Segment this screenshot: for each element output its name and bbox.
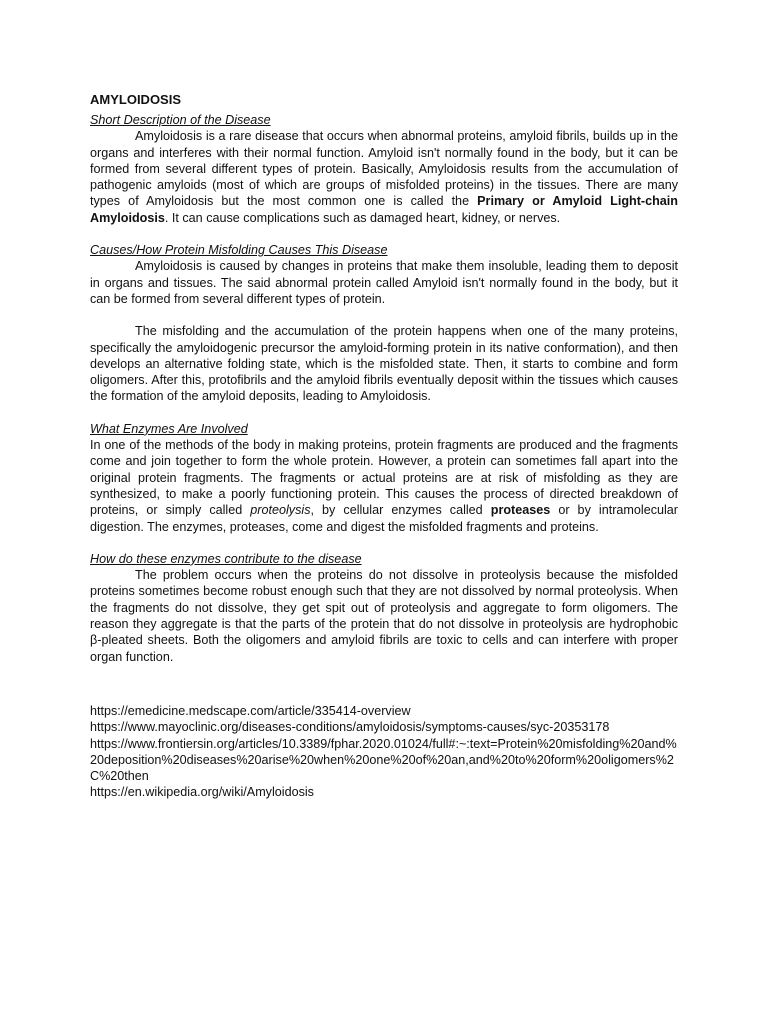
- paragraph-text: , by cellular enzymes called: [310, 503, 491, 518]
- reference-link[interactable]: https://emedicine.medscape.com/article/335414-overview: [90, 703, 411, 718]
- reference-link[interactable]: https://en.wikipedia.org/wiki/Amyloidosis: [90, 785, 314, 800]
- paragraph-enzymes: [90, 437, 678, 535]
- paragraph-causes-1: Amyloidosis is caused by changes in proteins that make them insoluble, leading them to deposit in organs and tissues. The said abnormal protein called Amyloid isn't normally found in the body, but it can be formed from several different types of protein.: [90, 259, 678, 306]
- paragraph-text: In one of the methods of the body in making proteins, protein fragments are produced and the fragments come and join together to form the whole protein. However, a protein can sometimes fall apart into the original protein fragments. The fragments or actual proteins are at risk of misfolding as they are synthesized, to make a poorly functioning protein. This causes the process of directed breakdown of proteins, or simply called: [90, 438, 678, 518]
- section-heading-contribute: How do these enzymes contribute to the disease: [90, 551, 362, 566]
- bold-term-primary-amyloidosis: Primary or Amyloid Light-chain Amyloidosis: [90, 194, 678, 225]
- section-heading-causes: Causes/How Protein Misfolding Causes This Disease: [90, 243, 388, 258]
- references-list: [90, 703, 678, 801]
- paragraph-short-description: [90, 128, 678, 226]
- paragraph-text: Amyloidosis is a rare disease that occurs when abnormal proteins, amyloid fibrils, builds up in the organs and interferes with their normal function. Amyloid isn't normally found in the body, but it can be formed from several different types of protein. Basically, Amyloidosis results from the accumulation of pathogenic amyloids (most of which are groups of misfolded proteins) in the tissues. There are many types of Amyloidosis but the most common one is called the: [90, 129, 678, 209]
- paragraph-causes-2: The misfolding and the accumulation of the protein happens when one of the many proteins, specifically the amyloidogenic precursor the amyloid-forming protein in its native conformation), and then develops an alternative folding state, which is the misfolded state. Then, it starts to combine and form oligomers. After this, protofibrils and the amyloid fibrils eventually deposit within the tissues which causes the formation of the amyloid deposits, leading to Amyloidosis.: [90, 324, 678, 404]
- paragraph-text: or by intramolecular digestion. The enzymes, proteases, come and digest the misfolded fragments and proteins.: [90, 503, 679, 534]
- section-heading-enzymes: What Enzymes Are Involved: [90, 421, 248, 436]
- document-title: AMYLOIDOSIS: [90, 92, 182, 107]
- section-heading-short-description: Short Description of the Disease: [90, 113, 271, 127]
- reference-link[interactable]: https://www.mayoclinic.org/diseases-conditions/amyloidosis/symptoms-causes/syc-20353178: [90, 720, 610, 735]
- bold-term-proteases: proteases: [490, 503, 551, 518]
- paragraph-text: . It can cause complications such as damaged heart, kidney, or nerves.: [164, 210, 561, 225]
- italic-term-proteolysis: proteolysis: [250, 503, 311, 518]
- reference-link[interactable]: https://www.frontiersin.org/articles/10.3389/fphar.2020.01024/full#:~:text=Protein%20misfolding%20and%20deposition%20diseases%20arise%20when%20one%20of%20an,and%20to%20form%20oligomers%2C%20then: [90, 736, 677, 784]
- paragraph-contribute: The problem occurs when the proteins do not dissolve in proteolysis because the misfolded proteins sometimes become robust enough such that they are not dissolved by normal proteolysis. When the fragments do not dissolve, they get spit out of proteolysis and aggregate to form oligomers. The reason they aggregate is that the parts of the protein that do not dissolve in proteolysis are hydrophobic β-pleated sheets. Both the oligomers and amyloid fibrils are toxic to cells and can interfere with proper organ function.: [90, 568, 678, 664]
